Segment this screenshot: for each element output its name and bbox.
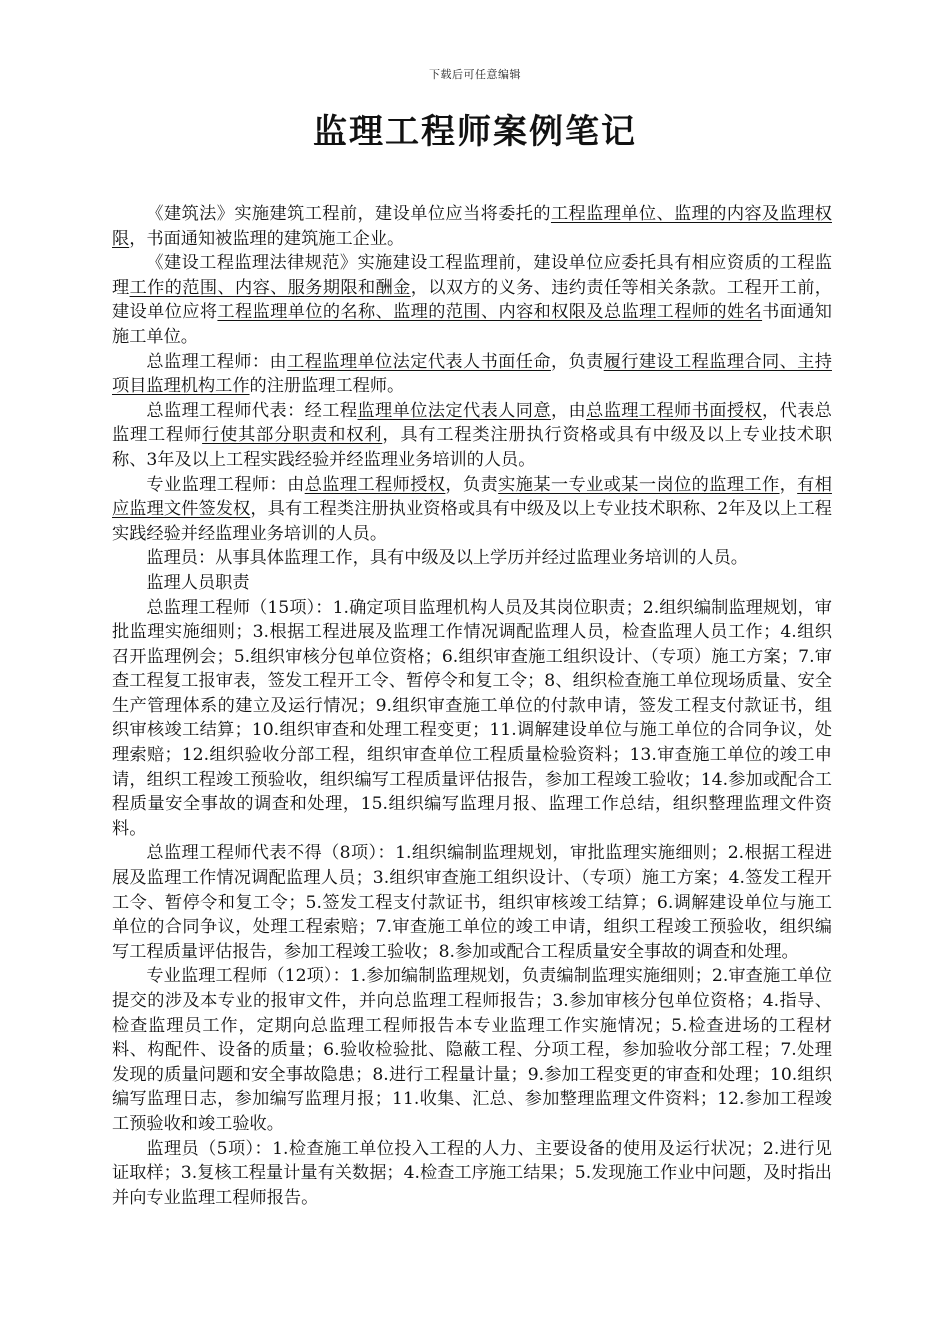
underlined-text: 总监理工程师书面授权 [586,400,763,421]
underlined-text: 行使其部分职责和权利 [202,425,383,446]
underlined-text: 履行建设工程监理合同、主持项目监理机构工作 [112,351,832,397]
section-heading-duties: 监理人员职责 [146,572,250,593]
paragraph-construction-law: 《建筑法》实施建筑工程前，建设单位应当将委托的工程监理单位、监理的内容及监理权限，书面通知被监理的建筑施工企业。 [112,204,832,249]
underlined-text: 工作的范围、内容、服务期限和酬金 [129,277,411,298]
underlined-text: 总监理工程师授权 [304,474,446,495]
underlined-text: 有相应监理文件签发权 [112,474,832,520]
paragraph-chief-duties: 总监理工程师（15项）：1.确定项目监理机构人员及其岗位职责；2.组织编制监理规划，审批监理实施细则；3.根据工程进展及监理工作情况调配监理人员，检查监理人员工作；4.组织召开监理例会；5.组织审核分包单位资格；6.组织审查施工组织设计、（专项）施工方案；7.审查工程复工报审表，签发工程开工令、暂停令和复工令；8、组织检查施工单位现场质量、安全生产管理体系的建立及运行情况；9.组织审查施工单位的付款申请，签发工程支付款证书，组织审核竣工结算；10.组织审查和处理工程变更；11.调解建设单位与施工单位的合同争议，处理索赔；12.组织验收分部工程，组织审查单位工程质量检验资料；13.审查施工单位的竣工申请，组织工程竣工预验收，组织编写工程质量评估报告，参加工程竣工验收；14.参加或配合工程质量安全事故的调查和处理，15.组织编写监理月报、监理工作总结，组织整理监理文件资料。 [112,597,832,839]
paragraph-supervision-law: 《建设工程监理法律规范》实施建设工程监理前，建设单位应委托具有相应资质的工程监理工作的范围、内容、服务期限和酬金，以双方的义务、违约责任等相关条款。工程开工前，建设单位应将工程监理单位的名称、监理的范围、内容和权限及总监理工程师的姓名书面通知施工单位。 [112,253,832,347]
underlined-text: 工程监理单位的名称、监理的范围、内容和权限及总监理工程师的姓名 [217,302,763,323]
underlined-text: 工程监理单位法定代表人书面任命 [287,351,551,372]
paragraph-chief-engineer: 总监理工程师：由工程监理单位法定代表人书面任命，负责履行建设工程监理合同、主持项目监理机构工作的注册监理工程师。 [112,351,832,397]
paragraph-representative-restrictions: 总监理工程师代表不得（8项）：1.组织编制监理规划，审批监理实施细则；2.根据工程进展及监理工作情况调配监理人员；3.组织审查施工组织设计、（专项）施工方案；4.签发工程开工令、暂停令和复工令；5.签发工程支付款证书，组织审核竣工结算；6.调解建设单位与施工单位的合同争议，处理工程索赔；7.审查施工单位的竣工申请，组织工程竣工预验收，组织编写工程质量评估报告，参加工程竣工验收；8.参加或配合工程质量安全事故的调查和处理。 [112,843,832,962]
underlined-text: 实施某一专业或某一岗位的监理工作 [498,474,780,495]
paragraph-supervisor-duties: 监理员（5项）：1.检查施工单位投入工程的人力、主要设备的使用及运行状况；2.进行见证取样；3.复核工程量计量有关数据；4.检查工序施工结果；5.发现施工作业中问题，及时指出并向专业监理工程师报告。 [112,1138,832,1208]
paragraph-specialist-duties: 专业监理工程师（12项）：1.参加编制监理规划，负责编制监理实施细则；2.审查施工单位提交的涉及本专业的报审文件，并向总监理工程师报告；3.参加审核分包单位资格；4.指导、检查监理员工作，定期向总监理工程师报告本专业监理工作实施情况；5.检查进场的工程材料、构配件、设备的质量；6.验收检验批、隐蔽工程、分项工程，参加验收分部工程；7.处理发现的质量问题和安全事故隐患；8.进行工程量计量；9.参加工程变更的审查和处理；10.组织编写监理日志，参加编写监理月报；11.收集、汇总、参加整理监理文件资料；12.参加工程竣工预验收和竣工验收。 [112,966,832,1134]
paragraph-supervisor: 监理员：从事具体监理工作，具有中级及以上学历并经过监理业务培训的人员。 [146,548,748,569]
document-title: 监理工程师案例笔记 [313,112,637,152]
paragraph-chief-representative: 总监理工程师代表：经工程监理单位法定代表人同意，由总监理工程师书面授权，代表总监理工程师行使其部分职责和权利，具有工程类注册执行资格或具有中级及以上专业技术职称、3年及以上工程实践经验并经监理业务培训的人员。 [112,400,832,470]
paragraph-specialist-engineer: 专业监理工程师：由总监理工程师授权，负责实施某一专业或某一岗位的监理工作，有相应监理文件签发权，具有工程类注册执业资格或具有中级及以上专业技术职称、2年及以上工程实践经验并经监理业务培训的人员。 [112,474,832,544]
underlined-text: 工程监理单位、监理的内容及监理权限 [112,204,832,249]
document-body [112,202,832,1210]
underlined-text: 监理单位法定代表人同意 [357,400,551,421]
header-note: 下载后可任意编辑 [429,68,521,81]
